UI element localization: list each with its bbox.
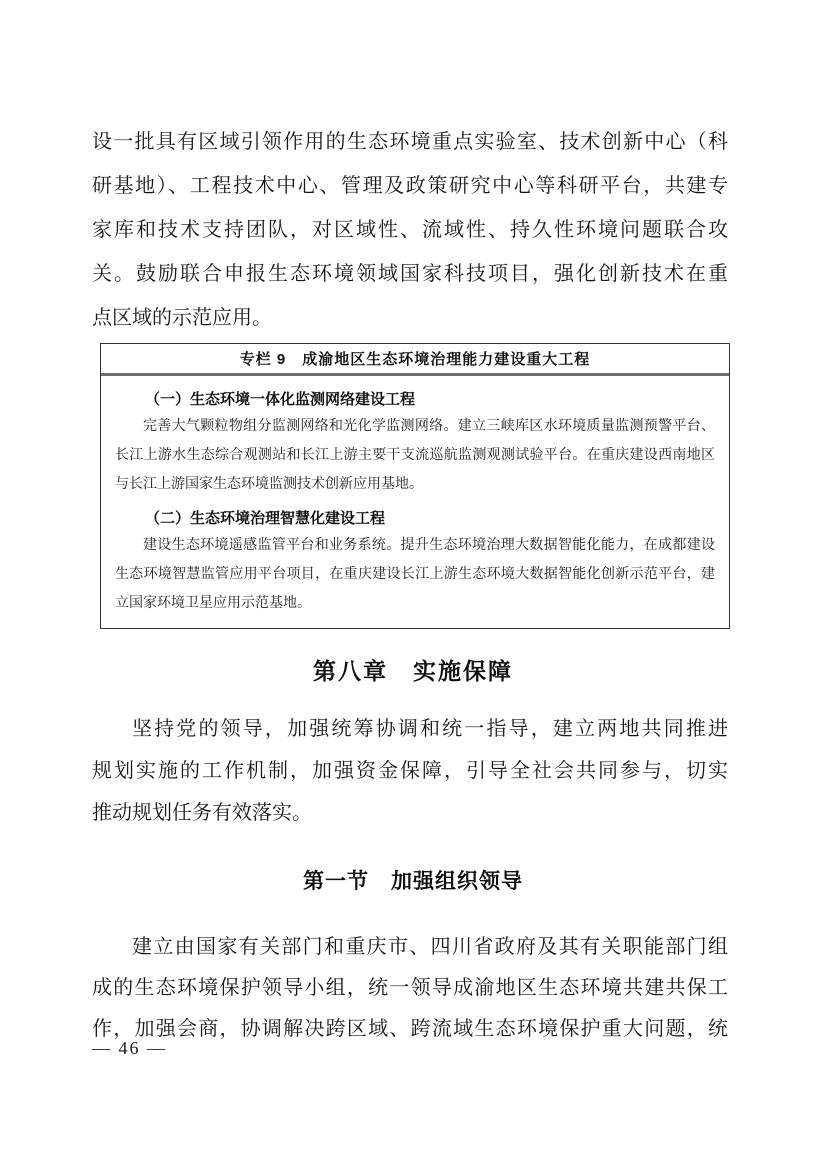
box-section-1-body: 完善大气颗粒物组分监测网络和光化学监测网络。建立三峡库区水环境质量监测预警平台、 长江上游水生态综合观测站和长江上游主要干支流巡航监测观测试验平台。在重庆建设西南地区 与长江上游国家生态环境监测技术创新应用基地。 bbox=[115, 419, 715, 492]
box-section-1-heading: （一）生态环境一体化监测网络建设工程 bbox=[145, 392, 416, 408]
section-paragraph: 建立由国家有关部门和重庆市、四川省政府及其有关职能部门组 成的生态环境保护领导小组，统一领导成渝地区生态环境共建共保工 作，加强会商，协调解决跨区域、跨流域生态环境保护重大问题，统 bbox=[92, 936, 728, 1040]
feature-box-body bbox=[101, 376, 729, 628]
box-section-2-body: 建设生态环境遥感监管平台和业务系统。提升生态环境治理大数据智能化能力，在成都建设 生态环境智慧监管应用平台项目，在重庆建设长江上游生态环境大数据智能化创新示范平台，建 立国家环境卫星应用示范基地。 bbox=[115, 538, 715, 611]
box-section-2 bbox=[115, 507, 715, 618]
feature-box-title: 专栏 9 成渝地区生态环境治理能力建设重大工程 bbox=[101, 344, 729, 376]
page-number: — 46 — bbox=[92, 1038, 167, 1058]
chapter-paragraph: 坚持党的领导，加强统筹协调和统一指导，建立两地共同推进 规划实施的工作机制，加强资金保障，引导全社会共同参与，切实 推动规划任务有效落实。 bbox=[92, 718, 728, 824]
intro-paragraph: 设一批具有区域引领作用的生态环境重点实验室、技术创新中心（科 研基地）、工程技术中心、管理及政策研究中心等科研平台，共建专 家库和技术支持团队，对区域性、流域性、持久性环境问题联合攻 关。鼓励联合申报生态环境领域国家科技项目，强化创新技术在重 点区域的示范应用。 bbox=[92, 131, 728, 329]
chapter-title: 第八章 实施保障 bbox=[313, 658, 513, 684]
section-title: 第一节 加强组织领导 bbox=[303, 870, 523, 893]
feature-box bbox=[100, 343, 730, 629]
box-section-2-heading: （二）生态环境治理智慧化建设工程 bbox=[145, 511, 386, 527]
box-section-1 bbox=[115, 388, 715, 499]
